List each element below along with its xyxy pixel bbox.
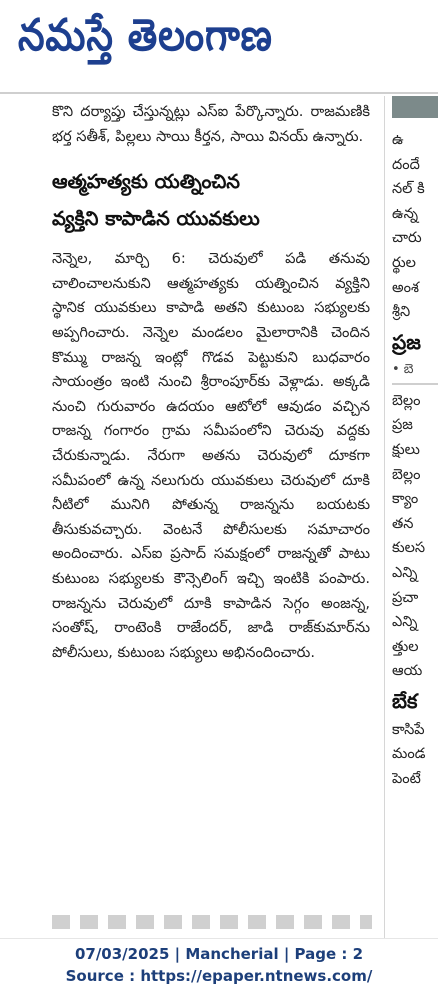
headline-line-2: వ్యక్తిని కాపాడిన యువకులు	[52, 207, 260, 231]
side-text-line: ఎన్ని	[392, 614, 418, 631]
side-text-line: క్యాం	[392, 491, 419, 508]
side-text-line: పెంటే	[392, 771, 421, 788]
side-text-line: అంశ	[392, 279, 419, 296]
side-text-line: ఆయ	[392, 663, 423, 680]
side-text-line: ఎన్ని	[392, 564, 418, 581]
side-text-line: ఉ	[392, 132, 404, 148]
article-headline	[52, 163, 370, 237]
side-text-line: ఉన్న	[392, 205, 419, 222]
side-text-line: ర్థుల	[392, 254, 416, 271]
side-text-line: దందే	[392, 156, 420, 173]
side-text-line: కులస	[392, 540, 426, 557]
side-text-line: క్షులు	[392, 441, 420, 458]
side-text-line: మండ	[392, 746, 426, 763]
side-subheading-2: బేక	[392, 688, 418, 713]
masthead-divider	[0, 92, 438, 94]
side-lines-bottom	[392, 718, 438, 792]
headline-line-1: ఆత్మహత్యకు యత్నించిన	[52, 170, 240, 194]
article-body: నెన్నెల, మార్చి 6: చెరువులో పడి తనువు చాలించాలనుకుని ఆత్మహత్యకు యత్నించిన వ్యక్తిని స్థానిక యువకులు కాపాడి అతని కుటుంబ సభ్యులకు అప్పగించారు. నెన్నెల మండలం మైలారానికి చెందిన కొమ్ము రాజన్న ఇంట్లో గొడవ పెట్టుకుని బుధవారం సాయంత్రం ఇంటి నుంచి శ్రీరాంపూర్‌కు వెళ్లాడు. అక్కడి నుంచి గురువారం ఉదయం ఆటోలో ఆవుడం వచ్చిన రాజన్న గంగారం గ్రామ సమీపంలోని చెరువు వద్దకు చేరుకున్నాడు. నేరుగా అతను చెరువులో దూకగా సమీపంలో ఉన్న నలుగురు యువకులు చెరువులో దూకి నీటిలో మునిగి పోతున్న రాజన్నను బయటకు తీసుకువచ్చారు. వెంటనే పోలీసులకు సమాచారం అందించారు. ఎస్ఐ ప్రసాద్ సమక్షంలో రాజన్నతో పాటు కుటుంబ సభ్యులకు కౌన్సెలింగ్ ఇచ్చి ఇంటికి పంపారు. రాజన్నను చెరువులో దూకి కాపాడిన సెగ్గం అంజన్న, సంతోష్, రాంటెంకి రాజేందర్, జాడి రాజ్‌కుమార్‌ను పోలీసులు, కుటుంబ సభ్యులు అభినందించారు.	[52, 250, 370, 661]
side-lines-top	[392, 128, 438, 325]
side-divider	[392, 383, 438, 385]
adjacent-column-fragment	[392, 96, 438, 792]
masthead-title: నమస్తే తెలంగాణ	[18, 10, 273, 61]
cut-off-text-line	[52, 915, 372, 929]
previous-article-tail: కొని దర్యాప్తు చేస్తున్నట్లు ఎస్ఐ పేర్కొన్నారు. రాజమణికి భర్త సతీశ్, పిల్లలు సాయి కీర్తన, సాయి వినయ్ ఉన్నారు.	[52, 103, 370, 145]
column-separator	[384, 96, 385, 942]
side-text-line: నల్ కి	[392, 181, 425, 198]
side-bullet: • బె	[392, 361, 414, 377]
article-column	[52, 100, 370, 665]
side-subheading-1: ప్రజ	[392, 329, 421, 354]
side-text-line: తన	[392, 515, 414, 532]
side-text-line: బెల్లం	[392, 392, 421, 409]
side-text-line: కాసిపే	[392, 721, 425, 738]
cropped-photo	[392, 96, 438, 118]
side-text-line: ప్రచా	[392, 589, 419, 606]
footer-date-edition: 07/03/2025 | Mancherial | Page : 2	[74, 945, 364, 963]
side-text-line: శ్రీని	[392, 304, 411, 321]
footer-source-link[interactable]: Source : https://epaper.ntnews.com/	[65, 967, 373, 985]
newspaper-masthead	[0, 0, 438, 95]
page-footer	[0, 938, 438, 1004]
side-text-line: ప్రజ	[392, 417, 413, 434]
side-text-line: త్తుల	[392, 638, 419, 655]
side-lines-mid	[392, 389, 438, 684]
side-text-line: చారు	[392, 230, 422, 247]
side-text-line: బెల్లం	[392, 466, 421, 483]
